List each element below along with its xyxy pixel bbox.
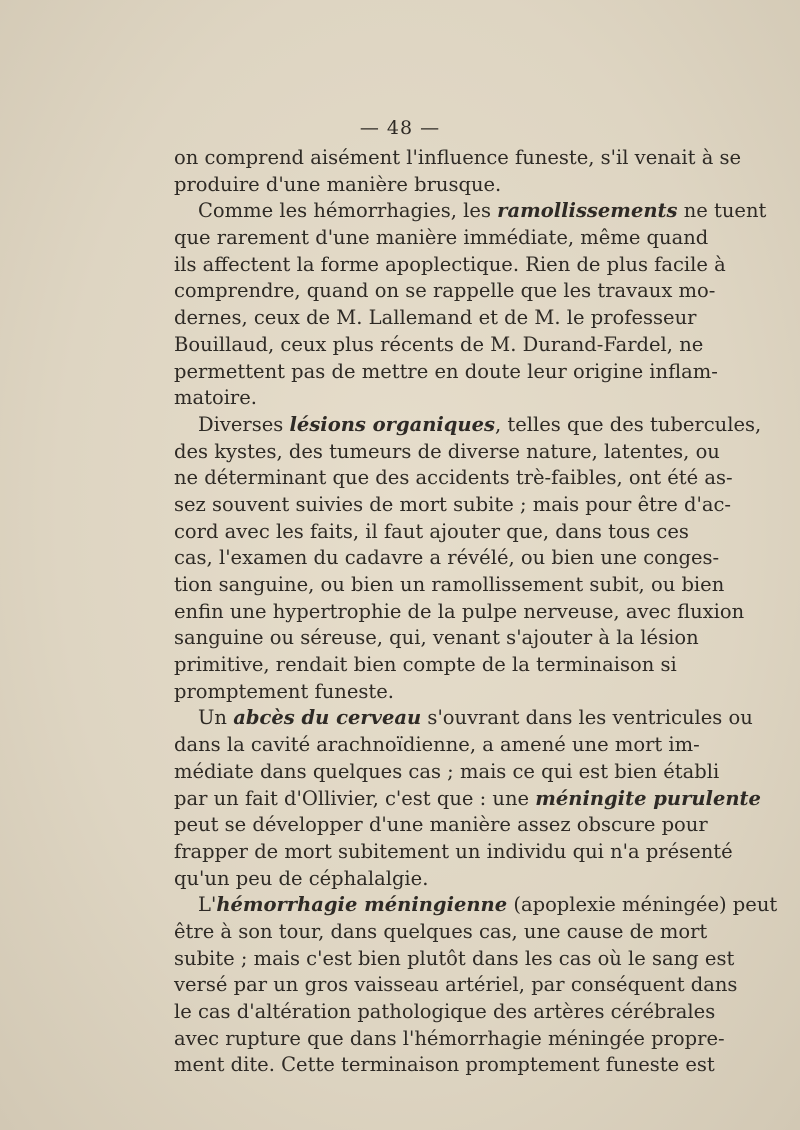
text-line — [174, 305, 697, 332]
text-line — [174, 278, 716, 305]
text-line — [174, 946, 735, 973]
text-line — [174, 412, 762, 439]
text-run: ne déterminant que des accidents trè-faibles, ont été as- — [174, 466, 733, 490]
text-run: (apoplexie méningée) peut — [507, 893, 778, 917]
text-run: peut se développer d'une manière assez obscure pour — [174, 813, 708, 837]
text-run: tion sanguine, ou bien un ramollissement subit, ou bien — [174, 573, 725, 596]
text-run: Bouillaud, ceux plus récents de M. Durand-Fardel, ne — [174, 332, 704, 356]
text-line — [174, 652, 677, 679]
text-run: L' — [198, 893, 217, 917]
text-line — [174, 145, 742, 172]
text-run: produire d'une manière brusque. — [174, 172, 502, 196]
text-line — [174, 572, 725, 599]
text-run: avec rupture que dans l'hémorrhagie méningée propre- — [174, 1026, 725, 1050]
text-run: ils affectent la forme apoplectique. Rien de plus facile à — [174, 252, 726, 276]
text-line — [174, 385, 642, 412]
text-line — [174, 759, 720, 786]
page-number: — 48 — — [359, 117, 441, 139]
text-run: ment dite. Cette terminaison promptement funeste est — [174, 1053, 715, 1077]
text-run: frapper de mort subitement un individu qui n'a présenté — [174, 839, 733, 863]
text-line — [174, 1026, 725, 1053]
text-line — [174, 866, 642, 893]
text-run: des kystes, des tumeurs de diverse nature, latentes, ou — [174, 439, 720, 463]
text-run: qu'un peu de céphalalgie. — [174, 866, 429, 890]
emphasized-text: abcès du cerveau — [233, 706, 422, 730]
text-run: que rarement d'une manière immédiate, même quand — [174, 226, 709, 250]
text-run: s'ouvrant dans les ventricules ou — [421, 706, 753, 730]
text-line — [174, 732, 700, 759]
text-line — [174, 252, 726, 279]
text-line — [174, 919, 708, 946]
text-line — [174, 625, 699, 652]
text-run: par un fait d'Ollivier, c'est que : une — [174, 786, 536, 810]
text-line — [174, 225, 709, 252]
emphasized-text: lésions organiques — [289, 412, 495, 436]
text-run: médiate dans quelques cas ; mais ce qui est bien établi — [174, 759, 720, 783]
text-line — [174, 439, 720, 466]
text-run: Un — [198, 706, 234, 730]
text-run: être à son tour, dans quelques cas, une cause de mort — [174, 919, 708, 943]
text-line — [174, 705, 753, 732]
text-run: Comme les hémorrhagies, les — [198, 199, 498, 223]
text-run: sanguine ou séreuse, qui, venant s'ajouter à la lésion — [174, 626, 699, 650]
text-line — [174, 839, 733, 866]
text-line — [174, 679, 642, 706]
text-run: dernes, ceux de M. Lallemand et de M. le professeur — [174, 306, 697, 330]
text-line — [174, 1052, 715, 1079]
text-run: permettent pas de mettre en doute leur origine inflam- — [174, 359, 718, 383]
text-run: , telles que des tubercules, — [495, 412, 762, 436]
text-run: primitive, rendait bien compte de la terminaison si — [174, 653, 677, 677]
text-line — [174, 812, 708, 839]
text-run: enfin une hypertrophie de la pulpe nerveuse, avec fluxion — [174, 599, 745, 623]
text-line — [174, 359, 718, 386]
text-run: dans la cavité arachnoïdienne, a amené une mort im- — [174, 733, 700, 757]
text-run: matoire. — [174, 386, 257, 410]
text-line — [174, 599, 745, 626]
text-line — [174, 332, 704, 359]
text-run: ne tuent — [677, 199, 767, 223]
text-run: sez souvent suivies de mort subite ; mais pour être d'ac- — [174, 492, 731, 516]
emphasized-text: ramollissements — [497, 199, 678, 223]
text-line — [174, 545, 720, 572]
text-line — [174, 172, 642, 199]
text-run: cas, l'examen du cadavre a révélé, ou bien une conges- — [174, 546, 720, 570]
emphasized-text: méningite purulente — [535, 786, 761, 810]
text-line — [174, 892, 778, 919]
text-line — [174, 786, 761, 813]
text-line — [174, 198, 767, 225]
text-run: cord avec les faits, il faut ajouter que, dans tous ces — [174, 519, 689, 543]
text-run: versé par un gros vaisseau artériel, par conséquent dans — [174, 973, 738, 997]
text-run: le cas d'altération pathologique des artères cérébrales — [174, 1000, 716, 1023]
emphasized-text: hémorrhagie méningienne — [216, 893, 508, 917]
text-line — [174, 999, 716, 1026]
text-run: subite ; mais c'est bien plutôt dans les cas où le sang est — [174, 946, 735, 970]
text-run: promptement funeste. — [174, 679, 394, 703]
body-text — [174, 145, 778, 1079]
text-line — [174, 972, 738, 999]
text-line — [174, 492, 731, 519]
text-line — [174, 465, 733, 492]
text-run: comprendre, quand on se rappelle que les travaux mo- — [174, 279, 716, 303]
text-line — [174, 519, 689, 546]
text-run: Diverses — [198, 412, 290, 436]
text-run: on comprend aisément l'influence funeste, s'il venait à se — [174, 146, 742, 169]
